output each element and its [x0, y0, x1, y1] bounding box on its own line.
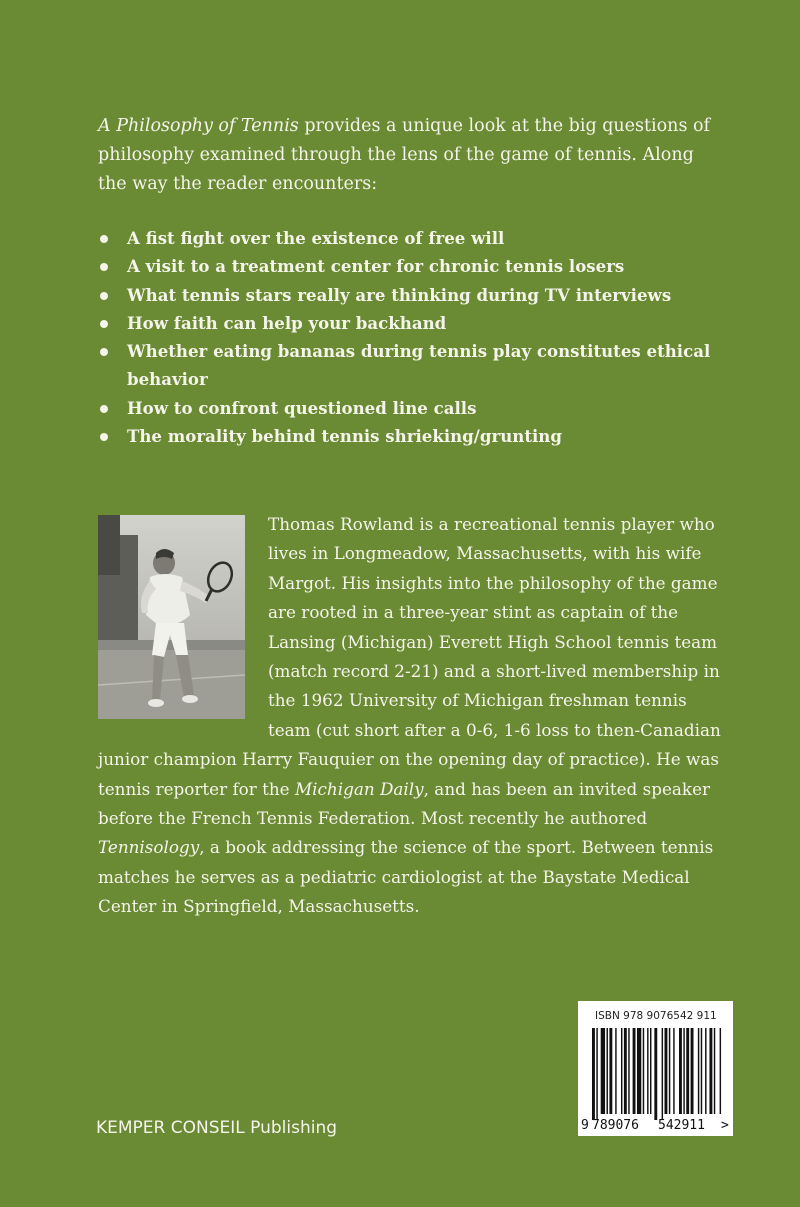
book-title-tennisology: Tennisology — [98, 837, 200, 858]
list-item: Whether eating bananas during tennis play constitutes ethical behavior — [98, 337, 718, 394]
list-item: A visit to a treatment center for chronic tennis losers — [98, 252, 718, 280]
publisher-name: KEMPER CONSEIL Publishing — [96, 1118, 338, 1138]
barcode-digits-right: 542911 — [658, 1118, 705, 1133]
bullet-icon — [100, 433, 108, 441]
list-item: How faith can help your backhand — [98, 309, 718, 337]
author-bio: Thomas Rowland is a recreational tennis player who lives in Longmeadow, Massachusetts, with his wife Margot. His insights into the philosophy of the game are rooted in a three-year stint as captain of the Lansing (Michigan) Everett High School tennis team (match record 2-21) and a short-lived membership in the 1962 University of Michigan freshman tennis team (cut short after a 0-6, 1-6 loss to then-Canadian junior champion Harry Fauquier on the opening day of practice). He was tennis reporter for the Michigan Daily, and has been an invited speaker before the French Tennis Federation. Most recently he authored Tennisology, a book addressing the science of the sport. Between tennis matches he serves as a pediatric cardiologist at the Baystate Medical Center in Springfield, Massachusetts. — [98, 514, 721, 917]
bullet-icon — [100, 320, 108, 328]
isbn-label: ISBN 978 9076542 911 — [595, 1010, 717, 1022]
barcode-arrow: > — [721, 1118, 729, 1133]
bullet-icon — [100, 405, 108, 413]
intro-text: provides a unique look at the big questions of philosophy examined through the lens of the game of tennis. Along the way the reader encounters: — [98, 116, 711, 194]
bullet-icon — [100, 292, 108, 300]
bullet-icon — [100, 263, 108, 271]
newspaper-title: Michigan Daily — [294, 778, 424, 799]
list-item: A fist fight over the existence of free will — [98, 224, 718, 252]
list-item: How to confront questioned line calls — [98, 394, 718, 422]
list-item: The morality behind tennis shrieking/grunting — [98, 422, 718, 450]
list-item: What tennis stars really are thinking during TV interviews — [98, 281, 718, 309]
intro-paragraph — [98, 112, 718, 199]
book-title: A Philosophy of Tennis — [98, 116, 299, 136]
bullet-icon — [100, 235, 108, 243]
bullet-icon — [100, 348, 108, 356]
barcode-digits-left: 789076 — [592, 1118, 639, 1133]
isbn-barcode — [578, 1001, 733, 1136]
highlights-list — [98, 224, 718, 450]
barcode-digit-first: 9 — [581, 1118, 589, 1133]
